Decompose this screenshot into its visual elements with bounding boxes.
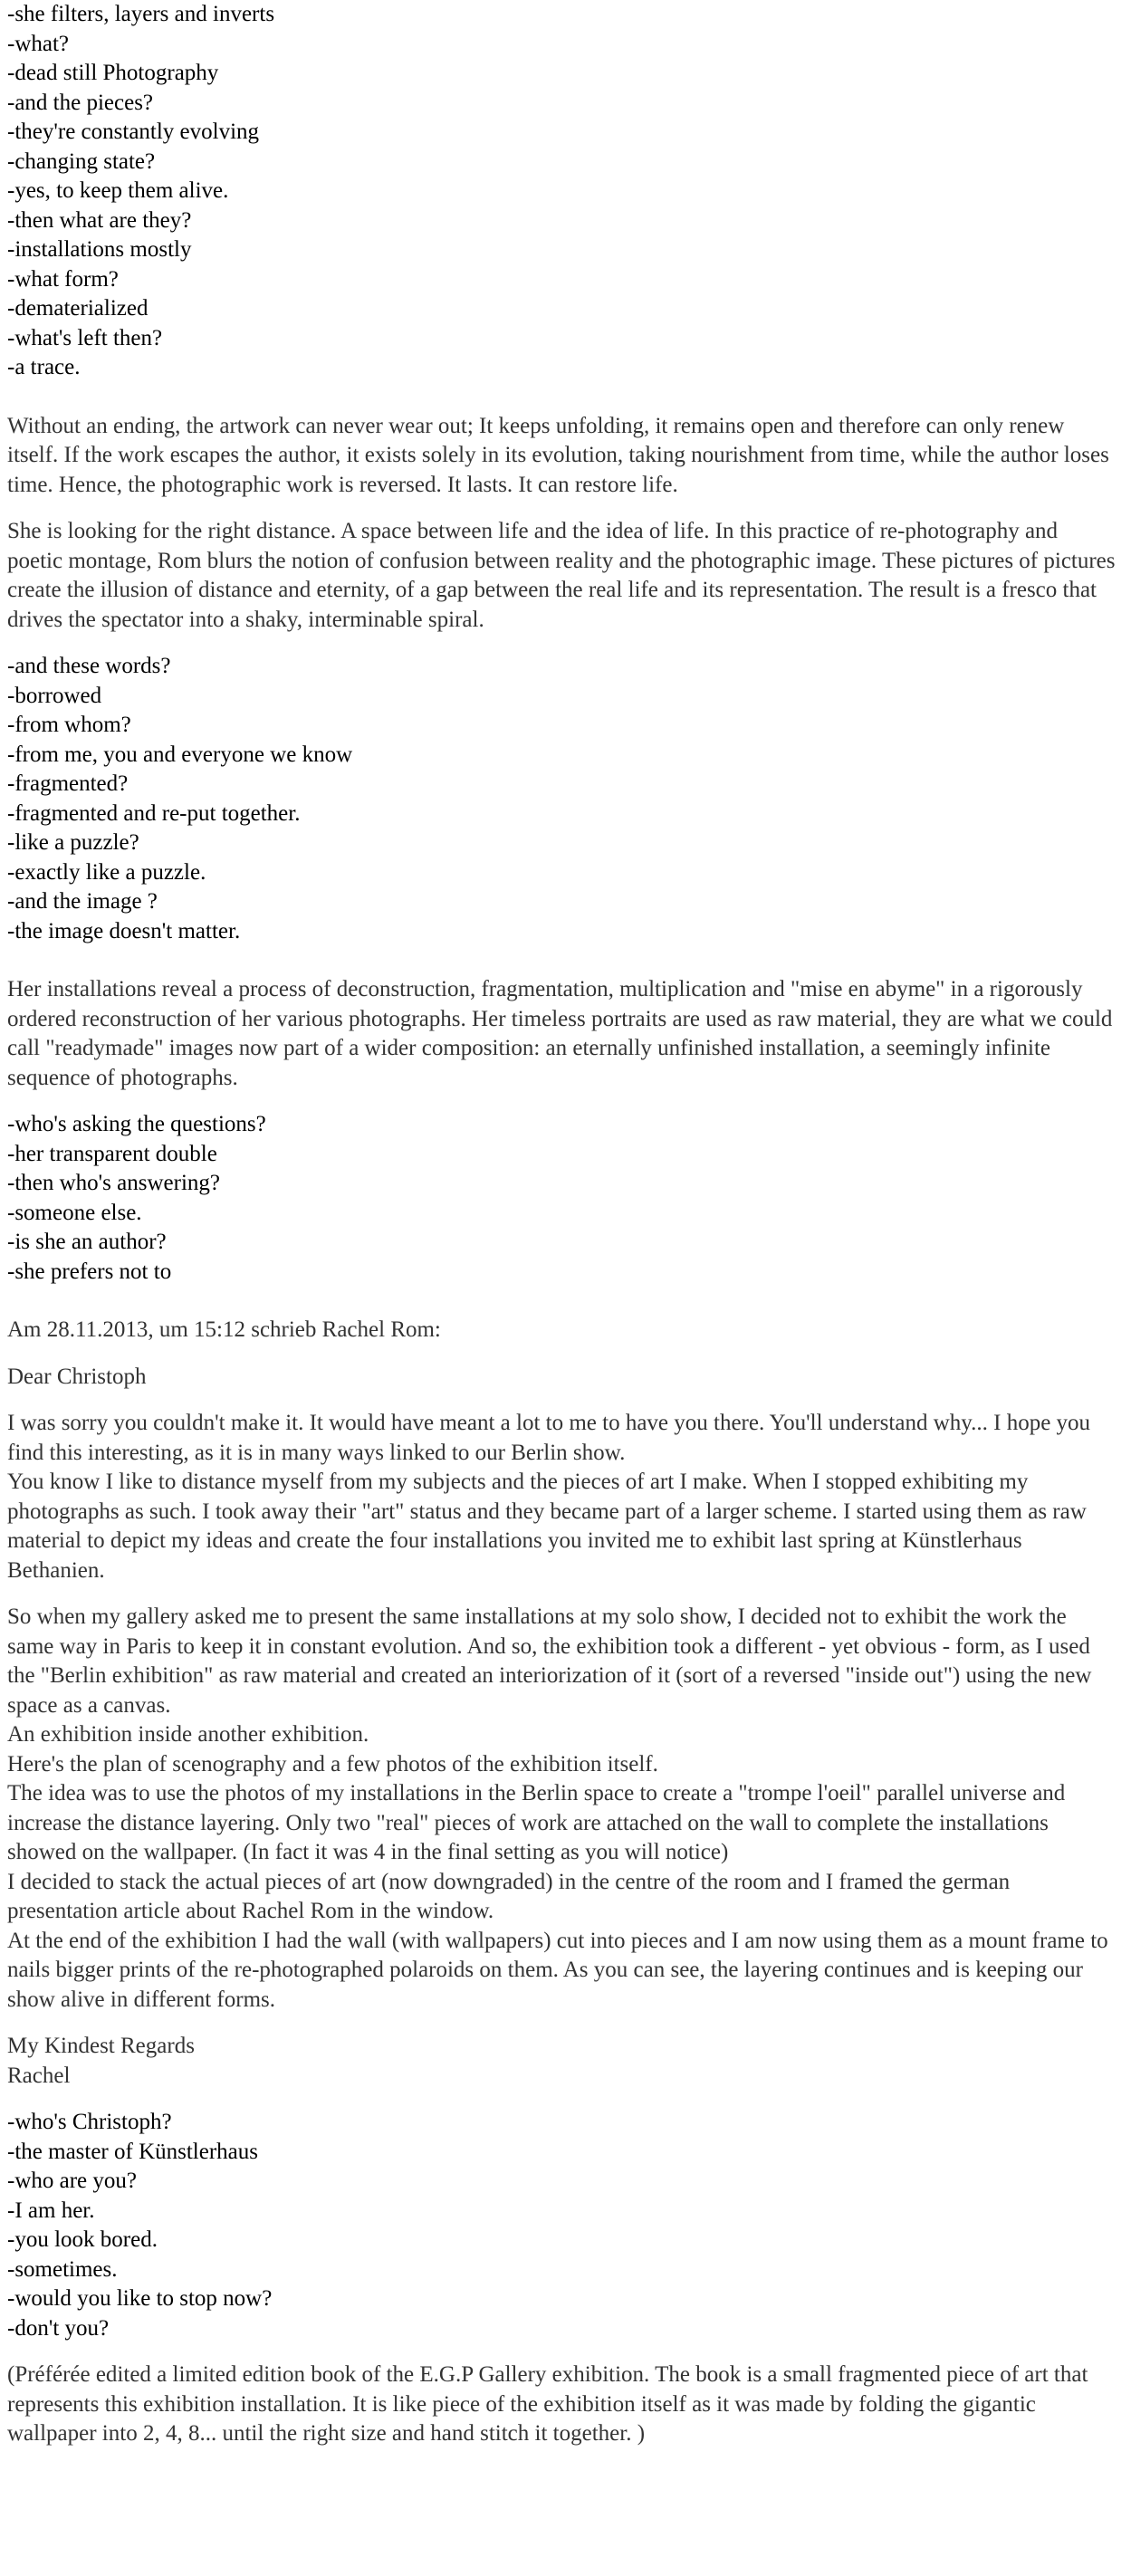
dialogue-line: -exactly like a puzzle. [7,859,206,885]
dialogue-line: -dead still Photography [7,61,219,85]
dialogue-block-1 [7,0,1118,383]
dialogue-line: -and the image ? [7,889,158,914]
dialogue-line: -fragmented and re-put together. [7,800,301,826]
dialogue-line: -then who's answering? [7,1171,220,1195]
dialogue-line: -would you like to stop now? [7,2286,273,2311]
email-body-2 [7,1603,1118,2015]
dialogue-line: -from me, you and everyone we know [7,742,353,767]
essay-paragraph-3: Her installations reveal a process of deconstruction, fragmentation, multiplication and "mise en abyme" in a rigorously ordered reconstruction of her various photographs. Her timeless portraits are used as raw material, they are what we could call "readymade" images now part of a wider composition: an eternally unfinished installation, a seemingly infinite sequence of photographs. [7,977,1113,1090]
dialogue-line: -installations mostly [7,237,192,262]
dialogue-line: -I am her. [7,2198,95,2223]
dialogue-line: -yes, to keep them alive. [7,178,229,203]
dialogue-line: -who are you? [7,2169,137,2193]
dialogue-line: -they're constantly evolving [7,120,260,144]
dialogue-line: -and the pieces? [7,90,154,115]
dialogue-line: -sometimes. [7,2256,118,2282]
dialogue-line: -changing state? [7,148,156,174]
dialogue-line: -is she an author? [7,1230,167,1254]
dialogue-line: -like a puzzle? [7,830,139,855]
email-greeting: Dear Christoph [7,1364,147,1389]
email-paragraph: An exhibition inside another exhibition. [7,1722,369,1747]
essay-paragraph-1: Without an ending, the artwork can never wear out; It keeps unfolding, it remains open and therefore can only renew itself. If the work escapes the author, it exists solely in its evolution, taking nourishment from time, while the author loses time. Hence, the photographic work is reversed. It lasts. It can restore life. [7,413,1109,497]
email-paragraph: I decided to stack the actual pieces of art (now downgraded) in the centre of the room and I framed the german presentation article about Rachel Rom in the window. [7,1869,1011,1923]
dialogue-line: -what's left then? [7,325,163,350]
email-header: Am 28.11.2013, um 15:12 schrieb Rachel Rom: [7,1317,441,1342]
dialogue-line: -what form? [7,266,119,292]
dialogue-line: -who's Christoph? [7,2110,172,2134]
email-paragraph: Here's the plan of scenography and a few photos of the exhibition itself. [7,1751,658,1776]
dialogue-line: -her transparent double [7,1141,217,1166]
email-paragraph: The idea was to use the photos of my installations in the Berlin space to create a "trompe l'oeil" parallel universe and increase the distance layering. Only two "real" pieces of work are attached on the wall to complete the installations showed on the wallpaper. (In fact it was 4 in the final setting as you will notice) [7,1781,1066,1864]
essay-paragraph-2: She is looking for the right distance. A space between life and the idea of life. In this practice of re-photography and poetic montage, Rom blurs the notion of confusion between reality and the photographic image. These pictures of pictures create the illusion of distance and eternity, of a gap between the real life and its representation. The result is a fresco that drives the spectator into a shaky, interminable spiral. [7,519,1116,632]
email-paragraph: You know I like to distance myself from my subjects and the pieces of art I make. When I stopped exhibiting my photographs as such. I took away their "art" status and they became part of a larger scheme. I started using them as raw material to depict my ideas and create the four installations you invited me to exhibit last spring at Künstlerhaus Bethanien. [7,1470,1087,1583]
dialogue-line: -you look bored. [7,2227,158,2252]
dialogue-block-4 [7,2108,1118,2343]
dialogue-block-3 [7,1110,1118,1287]
dialogue-line: -the image doesn't matter. [7,918,241,943]
dialogue-line: -borrowed [7,683,102,708]
email-body-1 [7,1409,1118,1585]
dialogue-line: -a trace. [7,355,81,379]
dialogue-line: -and these words? [7,654,171,678]
dialogue-line: -she prefers not to [7,1259,172,1284]
email-paragraph: At the end of the exhibition I had the wall (with wallpapers) cut into pieces and I am now using them as a mount frame to nails bigger prints of the re-photographed polaroids on them. As you can see, the layering continues and is keeping our show alive in different forms. [7,1928,1108,2012]
email-paragraph: I was sorry you couldn't make it. It would have meant a lot to me to have you there. You'll understand why... I hope you find this interesting, as it is in many ways linked to our Berlin show. [7,1411,1091,1465]
email-signature: Rachel [7,2063,71,2088]
email-signoff: My Kindest Regards [7,2034,195,2058]
dialogue-line: -fragmented? [7,771,129,796]
dialogue-line: -dematerialized [7,296,149,321]
email-paragraph: So when my gallery asked me to present the same installations at my solo show, I decided not to exhibit the work the same way in Paris to keep it in constant evolution. And so, the exhibition took a different - yet obvious - form, as I used the "Berlin exhibition" as raw material and created an interiorization of it (sort of a reversed "inside out") using the new space as a canvas. [7,1604,1092,1718]
dialogue-line: -someone else. [7,1200,142,1225]
dialogue-line: -then what are they? [7,207,192,233]
dialogue-line: -she filters, layers and inverts [7,2,275,26]
footnote: (Préférée edited a limited edition book of the E.G.P Gallery exhibition. The book is a small fragmented piece of art that represents this exhibition installation. It is like piece of the exhibition itself as it was made by folding the gigantic wallpaper into 2, 4, 8... until the right size and hand stitch it together. ) [7,2362,1088,2446]
dialogue-line: -what? [7,31,70,56]
dialogue-block-2 [7,652,1118,946]
dialogue-line: -from whom? [7,713,131,737]
dialogue-line: -the master of Künstlerhaus [7,2139,259,2164]
dialogue-line: -who's asking the questions? [7,1112,266,1136]
dialogue-line: -don't you? [7,2315,110,2341]
